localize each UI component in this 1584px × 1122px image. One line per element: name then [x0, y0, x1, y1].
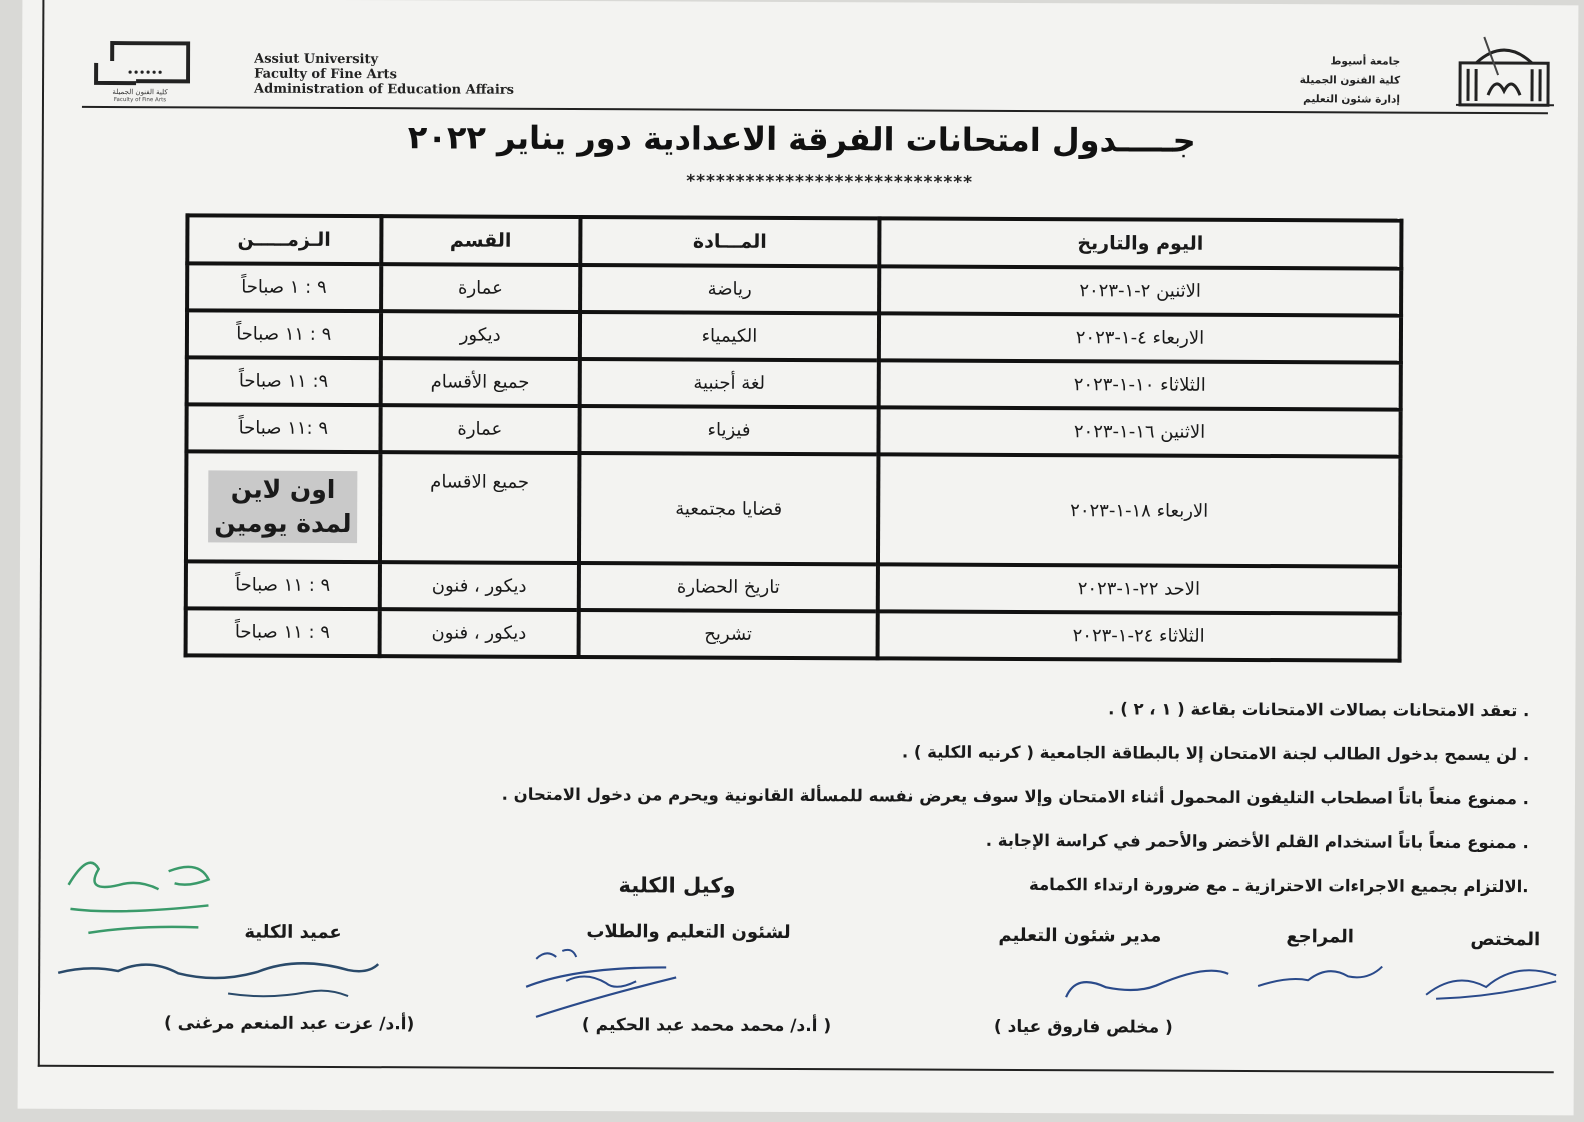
online-line-1: اون لاين: [230, 474, 336, 504]
specialist-signature: [1416, 951, 1566, 1012]
university-emblem: [1454, 35, 1558, 115]
svg-text:Faculty of Fine Arts: Faculty of Fine Arts: [113, 97, 167, 104]
cell-subject: تشريح: [579, 610, 878, 658]
table-row: [186, 561, 1400, 613]
university-name-en: Assiut University: [254, 51, 379, 68]
note-item: . ممنوع منعاً باتاً اصطحاب التليفون المحمول أثناء الامتحان وإلا سوف يعرض نفسه للمسألة القانونية ويحرم من دخول الامتحان .: [501, 784, 1529, 809]
cell-date: الاثنين ١٦-١-٢٠٢٣: [878, 407, 1400, 456]
exam-notes: [398, 684, 1529, 909]
cell-date: الاثنين ٢-١-٢٠٢٣: [879, 266, 1401, 315]
header-subject: المـــادة: [580, 217, 879, 266]
reviewer-label: المراجع: [1286, 926, 1355, 948]
cell-dept: عمارة: [380, 405, 580, 453]
cell-dept: ديكور ، فنون: [379, 609, 579, 657]
vice-dean-subtitle: لشئون التعليم والطلاب: [586, 921, 791, 943]
cell-time: ٩ :١١ صباحاً: [186, 404, 380, 452]
faculty-logo: [90, 41, 190, 103]
table-row: [187, 263, 1401, 315]
faculty-name-ar: كلية الفنون الجميلة: [1299, 74, 1401, 87]
administration-name-ar: إدارة شئون التعليم: [1303, 93, 1401, 106]
table-row: [186, 608, 1400, 660]
cell-subject: فيزياء: [579, 406, 878, 454]
table-header-row: [187, 215, 1401, 268]
cell-dept: ديكور ، فنون: [379, 562, 579, 610]
cell-time: ٩ : ١١ صباحاً: [187, 310, 381, 358]
reviewer-signature: [1248, 950, 1388, 1001]
title-stars-divider: *****************************: [686, 171, 974, 193]
note-item: .الالتزام بجميع الاجراءات الاحترازية ـ مع ضرورة ارتداء الكمامة: [1028, 875, 1529, 897]
note-item: . لن يسمح بدخول الطالب لجنة الامتحان إلا بالبطاقة الجامعية ( كرنيه الكلية ) .: [901, 742, 1530, 765]
dean-dark-signature: [48, 943, 388, 1014]
table-row: [187, 357, 1401, 409]
director-name: ( مخلص فاروق عياد ): [993, 1016, 1173, 1038]
arabic-header: [1300, 52, 1401, 109]
cell-date: الاربعاء ٤-١-٢٠٢٣: [879, 313, 1401, 362]
cell-time: ٩ : ١١ صباحاً: [186, 561, 380, 609]
dean-name: (أ.د/ عزت عبد المنعم مرغنى ): [163, 1013, 415, 1035]
cell-time: ٩ : ١ صباحاً: [187, 263, 381, 311]
header-dept: القسم: [381, 216, 581, 265]
cell-time: [186, 451, 380, 562]
frame-bottom-line: [38, 1065, 1554, 1074]
dean-label: عميد الكلية: [244, 921, 342, 944]
schedule-title: جـــــدول امتحانات الفرقة الاعدادية دور يناير ٢٠٢٢: [407, 118, 1196, 160]
cell-date: الاربعاء ١٨-١-٢٠٢٣: [878, 454, 1400, 566]
table-row: [186, 451, 1400, 566]
header-time: الـزمـــــن: [187, 215, 381, 264]
cell-time: ٩: ١١ صباحاً: [187, 357, 381, 405]
table-row: [187, 310, 1401, 362]
vice-dean-name: ( أ.د/ محمد محمد عبد الحكيم ): [581, 1015, 832, 1037]
cell-dept: ديكور: [380, 311, 580, 359]
cell-dept: جميع الأقسام: [380, 358, 580, 406]
specialist-label: المختص: [1470, 928, 1541, 951]
cell-subject: رياضة: [580, 265, 879, 313]
cell-subject: الكيمياء: [580, 312, 879, 360]
note-item: . تعقد الامتحانات بصالات الامتحانات بقاعة ( ١ ، ٢ ) .: [1108, 699, 1530, 721]
frame-left-line: [38, 0, 45, 1067]
cell-date: الثلاثاء ١٠-١-٢٠٢٣: [879, 360, 1401, 409]
header-date: اليوم والتاريخ: [879, 218, 1401, 268]
cell-dept: [380, 452, 580, 563]
administration-name-en: Administration of Education Affairs: [254, 81, 514, 98]
vice-dean-blue-signature: [506, 937, 686, 1028]
director-signature: [1046, 953, 1236, 1014]
cell-subject: قضايا مجتمعية: [579, 453, 878, 564]
note-item: . ممنوع منعاً باتاً استخدام القلم الأخضر والأحمر في كراسة الإجابة .: [985, 830, 1529, 853]
cell-date: الثلاثاء ٢٤-١-٢٠٢٣: [878, 611, 1400, 660]
cell-subject: تاريخ الحضارة: [579, 563, 878, 611]
table-row: [186, 404, 1400, 456]
vice-dean-title: وكيل الكلية: [618, 873, 736, 898]
exam-schedule-table: [184, 213, 1404, 662]
cell-time: ٩ : ١١ صباحاً: [186, 608, 380, 656]
cell-dept-text: جميع الاقسام: [430, 471, 530, 493]
faculty-name-en: Faculty of Fine Arts: [254, 66, 397, 83]
document-page: [18, 0, 1579, 1115]
dean-green-signature: [58, 845, 228, 956]
cell-date: الاحد ٢٢-١-٢٠٢٣: [878, 564, 1400, 613]
online-badge: [208, 470, 358, 543]
university-name-ar: جامعة أسيوط: [1330, 55, 1401, 68]
svg-text:كلية الفنون الجميلة: كلية الفنون الجميلة: [112, 88, 168, 97]
cell-dept: عمارة: [381, 264, 581, 312]
english-header: [254, 52, 514, 98]
director-label: مدير شئون التعليم: [998, 924, 1162, 947]
cell-subject: لغة أجنبية: [580, 359, 879, 407]
online-line-2: لمدة يومين: [214, 508, 352, 539]
